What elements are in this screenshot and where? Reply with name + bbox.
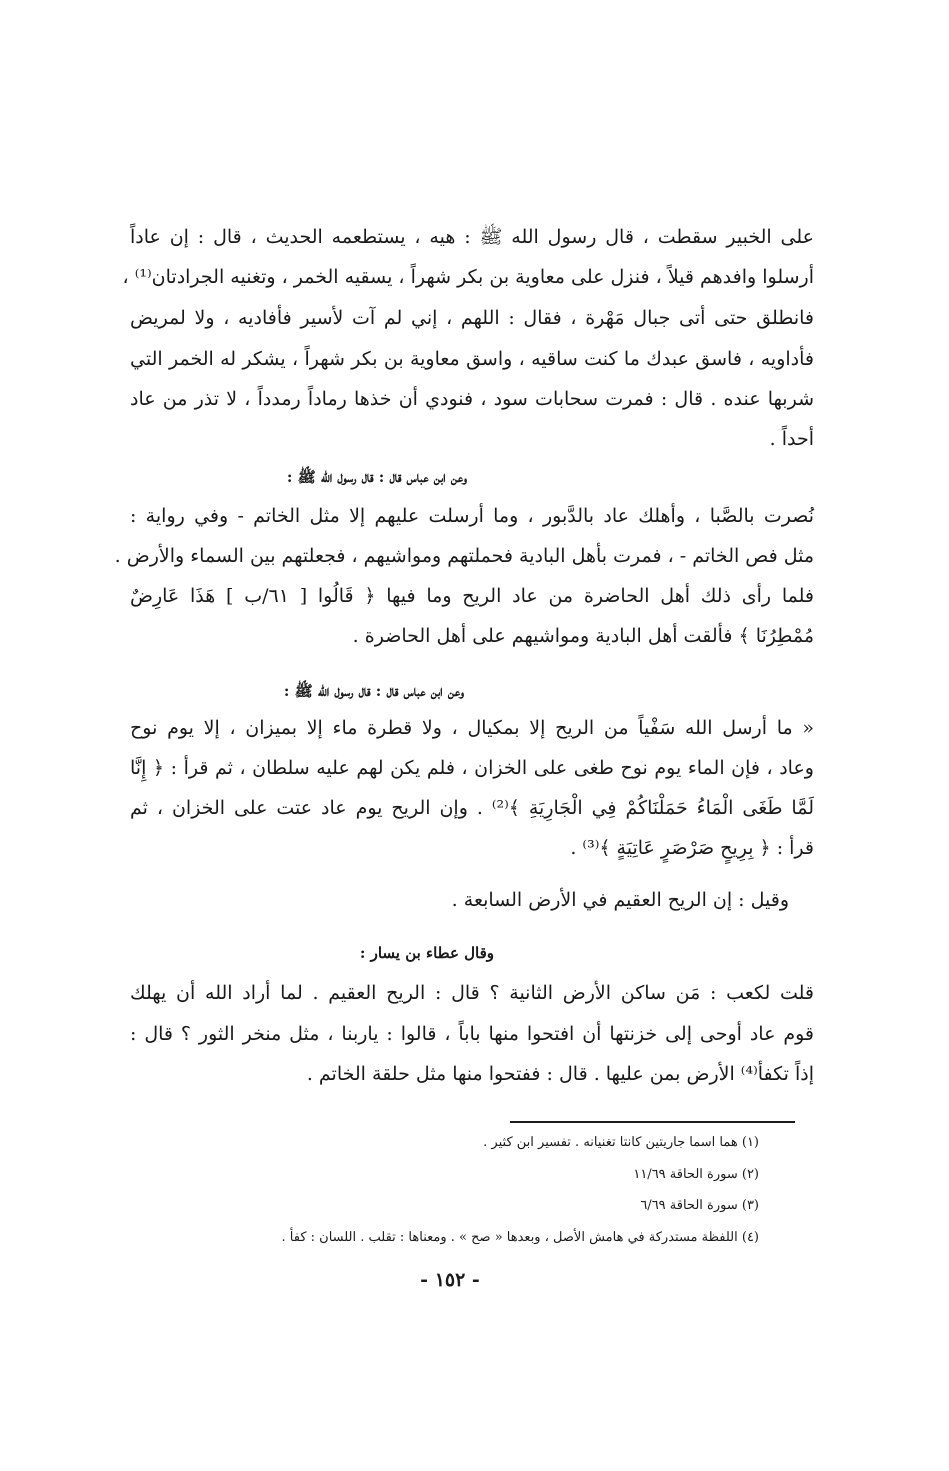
text-line: فلما رأى ذلك أهل الحاضرة من عاد الريح وما فيها ﴿ قَالُوا [ ٦١/ب ] هَذَا عَارِضٌ: [130, 585, 814, 607]
section-heading: وعن ابن عباس قال : قال رسول الله ﷺ :: [286, 468, 467, 486]
text-line: « ما أرسل الله سَفْياً من الريح إلا بمكيال ، ولا قطرة ماء إلا بميزان ، إلا يوم نوح: [130, 717, 814, 739]
footnote: (١) هما اسما جاريتين كانتا تغنيانه . تفسير ابن كثير .: [483, 1135, 759, 1150]
page-number: - ١٥٢ -: [420, 1269, 480, 1291]
footnote-separator: [510, 1121, 795, 1123]
text-line: مُمْطِرُنَا ﴾ فألقت أهل البادية ومواشيهم على أهل الحاضرة .: [352, 625, 814, 647]
text-line: شربها عنده . قال : فمرت سحابات سود ، فنودي أن خذها رماداً رمدداً ، لا تذر من عاد: [130, 388, 814, 410]
footnote: (٣) سورة الحاقة ٦/٦٩: [640, 1198, 759, 1213]
text-line: قرأ : ﴿ بِرِيحٍ صَرْصَرٍ عَاتِيَةٍ ﴾⁽³⁾ .: [570, 837, 814, 859]
section-heading: وعن ابن عباس قال : قال رسول الله ﷺ :: [283, 682, 464, 700]
text-line: لَمَّا طَغَى الْمَاءُ حَمَلْنَاكُمْ فِي الْجَارِيَةِ ﴾⁽²⁾ . وإن الريح يوم عاد عتت على الخزان ، ثم: [130, 797, 814, 819]
text-line: وعاد ، فإن الماء يوم نوح طغى على الخزان ، فلم يكن لهم عليه سلطان ، ثم قرأ : ﴿ إِنَّا: [130, 757, 814, 779]
text-line: وقيل : إن الريح العقيم في الأرض السابعة .: [451, 889, 789, 911]
text-line: على الخبير سقطت ، قال رسول الله ﷺ : هيه ، يستطعمه الحديث ، قال : إن عاداً: [130, 226, 814, 248]
text-line: فانطلق حتى أتى جبال مَهْرة ، فقال : اللهم ، إني لم آت لأسير فأفاديه ، ولا لمريض: [130, 307, 814, 329]
text-line: نُصرت بالصَّبا ، وأهلك عاد بالدَّبور ، وما أرسلت عليهم إلا مثل الخاتم - وفي رواية :: [130, 505, 814, 527]
footnote: (٢) سورة الحاقة ١١/٦٩: [633, 1167, 759, 1182]
text-line: أرسلوا وافدهم قيلاً ، فنزل على معاوية بن بكر شهراً ، يسقيه الخمر ، وتغنيه الجرادتان⁽¹⁾ ،: [122, 266, 814, 288]
text-line: أحداً .: [769, 428, 814, 450]
text-line: فأداويه ، فاسق عبدك ما كنت ساقيه ، واسق معاوية بن بكر شهراً ، يشكر له الخمر التي: [130, 348, 814, 370]
text-line: مثل فص الخاتم - ، فمرت بأهل البادية فحملتهم ومواشيهم ، فجعلتهم بين السماء والأرض .: [114, 545, 814, 567]
text-line: إذاً تكفأ⁽⁴⁾ الأرض بمن عليها . قال : ففتحوا منها مثل حلقة الخاتم .: [306, 1063, 814, 1085]
text-line: قلت لكعب : مَن ساكن الأرض الثانية ؟ قال : الريح العقيم . لما أراد الله أن يهلك: [130, 982, 814, 1004]
footnote: (٤) اللفظة مستدركة في هامش الأصل ، وبعدها « صح » . ومعناها : تقلب . اللسان : كفأ .: [281, 1230, 759, 1245]
text-line: قوم عاد أوحى إلى خزنتها أن افتحوا منها باباً ، قالوا : ياربنا ، مثل منخر الثور ؟ قال :: [130, 1023, 814, 1045]
section-heading: وقال عطاء بن يسار :: [359, 944, 494, 962]
